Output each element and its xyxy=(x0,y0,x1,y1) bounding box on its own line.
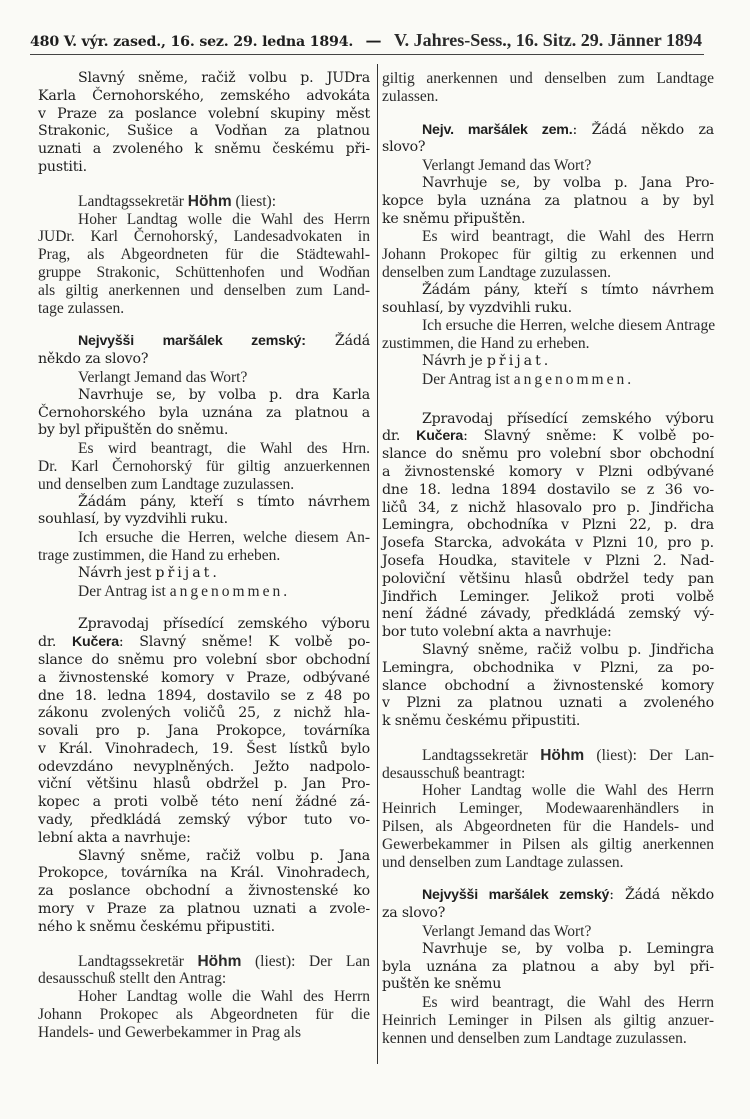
speech-section xyxy=(382,70,714,106)
text-segment: dr. xyxy=(38,634,72,651)
text-line: Slavný sněme, račiž volbu p. JUDra xyxy=(78,70,370,86)
text-line: denselben zum Landtage zuzulassen. xyxy=(382,263,611,281)
text-line: v Král. Vinohradech, 19. Šest lístků bylo xyxy=(38,740,370,757)
text-line: Slavný sněme, račiž volbu p. Jana xyxy=(78,847,370,864)
text-line: gruppe Strakonic, Schüttenhofen und Wodňan xyxy=(38,263,370,281)
text-line: Es wird beantragt, die Wahl des Herrn xyxy=(422,228,714,246)
text-line: ličů 34, z nichž hlasovalo pro p. Jindřicha xyxy=(382,499,714,516)
text-line: zustimmen, die Hand zu erheben. xyxy=(382,335,590,353)
text-line: Hoher Landtag wolle die Wahl des Herrn xyxy=(78,988,370,1006)
text-line: někdo za slovo? xyxy=(38,351,149,368)
speech-section xyxy=(38,193,370,318)
text-line: zákonu zvolených voličů 25, z nichž hla- xyxy=(38,705,370,722)
czech-paragraph xyxy=(38,333,370,369)
speech-section xyxy=(382,411,714,731)
text-line: Navrhuje se, by volba p. Lemingra xyxy=(422,940,714,957)
czech-paragraph xyxy=(382,642,714,731)
speech-section xyxy=(38,616,370,936)
text-line: v Plzni za platnou uznati a zvoleného xyxy=(382,695,714,712)
text-line: viční většinu hlasů obdržel p. Jan Pro- xyxy=(38,776,370,793)
german-paragraph xyxy=(382,157,714,175)
right-column xyxy=(382,70,714,1048)
text-line: Pilsen, als Abgeordneten für die Handels- und xyxy=(382,818,714,836)
text-line: poloviční většinu hlasů obdržel tedy pan xyxy=(382,570,714,587)
text-line: v Praze za poslance volební skupiny měst xyxy=(38,105,370,122)
text-line: za slovo? xyxy=(382,905,446,922)
czech-paragraph xyxy=(382,353,714,371)
spaced-emphasis: přijat xyxy=(155,564,213,581)
german-paragraph xyxy=(382,70,714,106)
text-line: souhlasí, by vyzdvihli ruku. xyxy=(382,299,572,316)
text-line: uznati a zvoleného k sněmu českému při- xyxy=(38,141,370,158)
text-line: a živnostenské komory v Plzni odbývané xyxy=(382,463,714,480)
text-segment: . xyxy=(627,370,632,388)
czech-paragraph xyxy=(382,282,714,318)
czech-paragraph xyxy=(382,411,714,642)
czech-paragraph xyxy=(382,941,714,994)
german-paragraph xyxy=(382,994,714,1047)
text-line: bor tuto volební akta a navrhuje: xyxy=(382,624,612,641)
text-line: Josefa Houdka, stavitele v Plzni 2. Nad- xyxy=(382,552,714,569)
left-column xyxy=(38,70,370,1042)
header-czech: 480 V. výr. zased., 16. sez. 29. ledna 1894. xyxy=(30,34,354,50)
text-line: lební akta a navrhuje: xyxy=(38,829,191,846)
text-segment: Landtagssekretär xyxy=(422,746,541,764)
czech-paragraph xyxy=(38,70,370,177)
text-line: und denselben zum Landtage zuzulassen. xyxy=(38,475,295,493)
german-paragraph xyxy=(382,317,714,353)
speaker-name: Nejv. maršálek zem. xyxy=(422,121,573,138)
text-segment: Návrh je xyxy=(422,352,487,369)
text-line xyxy=(382,371,714,389)
speaker-name: Nejvyšši maršálek zemský xyxy=(422,887,610,904)
text-line: slance do sněmu pro volební sbor obchodní xyxy=(38,651,370,668)
spaced-emphasis: angenommen xyxy=(513,370,628,388)
text-segment: . xyxy=(212,564,217,581)
text-line: Lemingra, obchodníka v Plzni 22, p. dra xyxy=(382,517,714,534)
column-divider xyxy=(377,64,378,1064)
text-line: Handels- und Gewerbekammer in Prag als xyxy=(38,1023,301,1041)
text-line: Zpravodaj přísedící zemského výboru xyxy=(78,616,370,633)
speaker-name: Höhm xyxy=(197,952,242,970)
czech-paragraph xyxy=(38,494,370,530)
czech-paragraph xyxy=(382,887,714,923)
text-line: není žádné závady, předkládá zemský vý- xyxy=(382,606,714,623)
text-line: giltig anerkennen und denselben zum Landtage xyxy=(382,70,714,87)
czech-paragraph xyxy=(382,122,714,158)
german-paragraph xyxy=(38,988,370,1041)
text-line: k sněmu českému připustiti. xyxy=(382,713,581,730)
text-line xyxy=(38,583,370,601)
text-line xyxy=(382,353,714,371)
text-line xyxy=(38,953,370,971)
text-line: Strakonic, Sušice a Vodňan za platnou xyxy=(38,123,370,140)
text-line: Karla Černohorského, zemského advokáta xyxy=(38,87,370,104)
text-line: Josefa Starcka, advokáta v Plzni 10, pro p. xyxy=(382,535,714,552)
czech-paragraph xyxy=(38,387,370,440)
text-line: Ich ersuche die Herren, welche diesem Antrage xyxy=(422,317,716,335)
text-line: desausschuß beantragt: xyxy=(382,764,526,782)
text-segment: dr. xyxy=(382,428,417,445)
czech-paragraph xyxy=(382,175,714,228)
text-segment: . xyxy=(543,352,549,369)
text-line: mory v Praze za platnou uznati a zvole- xyxy=(38,901,370,918)
text-line: tage zulassen. xyxy=(38,299,125,317)
text-line: kopec a proti volbě této není žádné zá- xyxy=(38,794,370,811)
text-line: Heinrich Leminger in Pilsen als giltig anzuer- xyxy=(382,1012,714,1030)
german-paragraph xyxy=(38,440,370,493)
text-line: Johann Prokopec für giltig zu erkennen und xyxy=(382,246,714,264)
text-segment: Landtagssekretär xyxy=(78,952,198,970)
speech-section xyxy=(38,333,370,600)
german-paragraph xyxy=(38,583,370,601)
text-line xyxy=(38,193,370,211)
german-paragraph xyxy=(38,529,370,565)
text-line: ke sněmu připuštěn. xyxy=(382,210,526,227)
text-line: dne 18. ledna 1894, dostavilo se z 48 po xyxy=(38,687,370,704)
text-segment: : Slavný sněme! K volbě po- xyxy=(118,634,371,651)
speaker-name: Höhm xyxy=(540,746,585,764)
text-line: puštěn ke sněmu xyxy=(382,976,502,993)
text-line: Dr. Karl Černohorský für giltig anzuerkennen xyxy=(38,457,370,475)
text-line: Heinrich Leminger, Modewaarenhändlers in xyxy=(382,800,714,818)
text-line: pustiti. xyxy=(38,158,87,175)
text-line: za poslance obchodní a živnostenské ko xyxy=(38,883,370,900)
german-paragraph xyxy=(38,211,370,318)
text-line: ného k sněmu českému připustiti. xyxy=(38,918,275,935)
header-rule xyxy=(30,54,704,55)
text-line xyxy=(38,634,370,652)
german-paragraph xyxy=(382,923,714,941)
german-paragraph xyxy=(38,953,370,989)
german-paragraph xyxy=(382,782,714,871)
speaker-name: Höhm xyxy=(187,192,232,210)
text-line xyxy=(38,565,370,583)
czech-paragraph xyxy=(38,848,370,937)
text-line: Hoher Landtag wolle die Wahl des Herrn xyxy=(78,210,370,228)
text-line: slance obchodní a živnostenské komory xyxy=(382,677,714,694)
text-line: Zpravodaj přísedící zemského výboru xyxy=(422,410,714,427)
czech-paragraph xyxy=(38,616,370,847)
speech-section xyxy=(38,953,370,1042)
text-line: sovali pro p. Jana Prokopce, továrníka xyxy=(38,723,370,740)
german-paragraph xyxy=(38,369,370,387)
text-segment: : Slavný sněme: K volbě po- xyxy=(463,428,714,445)
text-line: byla uznána za platnou a aby byl při- xyxy=(382,958,714,975)
czech-paragraph xyxy=(38,565,370,583)
text-line: slance do sněmu pro volební sbor obchodní xyxy=(382,446,714,463)
text-line: Ich ersuche die Herren, welche diesem An- xyxy=(78,529,370,547)
speaker-name: Nejvyšši maršálek zemský: xyxy=(78,333,306,350)
text-line: Johann Prokopec als Abgeordneten für die xyxy=(38,1006,370,1024)
text-line xyxy=(38,333,370,351)
text-line: Žádám pány, kteří s tímto návrhem xyxy=(78,493,370,510)
text-line: Jindřich Leminger. Jelikož proti volbě xyxy=(382,588,714,605)
text-line: Prokopce, továrníka na Král. Vinohradech, xyxy=(38,865,370,882)
text-line: odevzdáno nevyplněných. Ježto nadpolo- xyxy=(38,758,370,775)
text-segment: (liest): Der Lan xyxy=(241,952,370,970)
text-line xyxy=(382,747,714,765)
text-line: desausschuß stellt den Antrag: xyxy=(38,970,227,988)
text-segment: (liest): xyxy=(231,192,277,210)
text-line: Hoher Landtag wolle die Wahl des Herrn xyxy=(422,782,714,800)
text-line: a živnostenské komory v Praze, odbývané xyxy=(38,669,370,686)
text-line: Es wird beantragt, die Wahl des Herrn xyxy=(422,994,714,1012)
speaker-name: Kučera xyxy=(72,634,119,651)
text-segment: Žádá xyxy=(305,333,370,350)
german-paragraph xyxy=(382,371,714,389)
text-line: und denselben zum Landtage zulassen. xyxy=(382,853,624,871)
text-line: Slavný sněme, račiž volbu p. Jindřicha xyxy=(422,641,714,658)
german-paragraph xyxy=(382,228,714,281)
text-line: Navrhuje se, by volba p. Jana Pro- xyxy=(422,174,714,191)
text-line xyxy=(382,122,714,140)
text-line: vady, předkládá zemský výbor tuto vo- xyxy=(38,812,370,829)
text-segment: Návrh jest xyxy=(78,564,156,581)
text-line: souhlasí, by vyzdvihli ruku. xyxy=(38,511,228,528)
text-line: kennen und denselben zum Landtage zuzulassen. xyxy=(382,1029,687,1047)
german-paragraph xyxy=(38,193,370,211)
german-paragraph xyxy=(382,747,714,783)
text-segment: : Žádá někdo xyxy=(609,887,715,904)
text-line: als giltig anerkennen und denselben zum Land- xyxy=(38,281,370,299)
text-line: slovo? xyxy=(382,139,426,156)
text-line: Verlangt Jemand das Wort? xyxy=(78,368,248,386)
text-line: by byl připuštěn do sněmu. xyxy=(38,422,229,439)
header-german: V. Jahres-Sess., 16. Sitz. 29. Jänner 1894 xyxy=(393,30,702,50)
speech-section xyxy=(382,887,714,1047)
spaced-emphasis: angenommen xyxy=(169,582,284,600)
speech-section xyxy=(38,70,370,177)
text-segment: Landtagssekretär xyxy=(78,192,188,210)
text-segment: . xyxy=(283,582,288,600)
text-segment: Der Antrag ist xyxy=(78,582,170,600)
text-line xyxy=(382,887,714,905)
speaker-name: Kučera xyxy=(416,428,464,445)
text-line: trage zustimmen, die Hand zu erheben. xyxy=(38,546,281,564)
text-segment: : Žádá někdo za xyxy=(572,121,714,138)
text-line: Navrhuje se, by volba p. dra Karla xyxy=(78,386,370,403)
text-line: Lemingra, obchodnika v Plzni, za po- xyxy=(382,659,714,676)
text-segment: (liest): Der Lan- xyxy=(584,746,714,764)
page-header xyxy=(30,30,702,52)
text-line: Es wird beantragt, die Wahl des Hrn. xyxy=(78,440,370,458)
text-line: JUDr. Karl Černohorský, Landesadvokaten in xyxy=(38,228,370,246)
text-line: dne 18. ledna 1894 dostavilo se z 36 vo- xyxy=(382,481,714,498)
speech-section xyxy=(382,122,714,389)
text-line: Černohorského byla uznána za platnou a xyxy=(38,404,370,421)
text-segment: Der Antrag ist xyxy=(422,370,514,388)
text-line: Žádám pány, kteří s tímto návrhem xyxy=(422,281,714,298)
text-line: Prag, als Abgeordneten für die Städtewahl- xyxy=(38,246,370,264)
text-line: zulassen. xyxy=(382,87,439,105)
speech-section xyxy=(382,747,714,872)
spaced-emphasis: přijat xyxy=(486,352,544,369)
text-line: Verlangt Jemand das Wort? xyxy=(422,923,592,941)
text-line: Verlangt Jemand das Wort? xyxy=(422,157,592,175)
text-line xyxy=(382,428,714,446)
text-line: kopce byla uznána za platnou a by byl xyxy=(382,192,714,209)
header-dash: — xyxy=(365,31,382,50)
text-line: Gewerbekammer in Pilsen als giltig anerkennen xyxy=(382,835,714,853)
